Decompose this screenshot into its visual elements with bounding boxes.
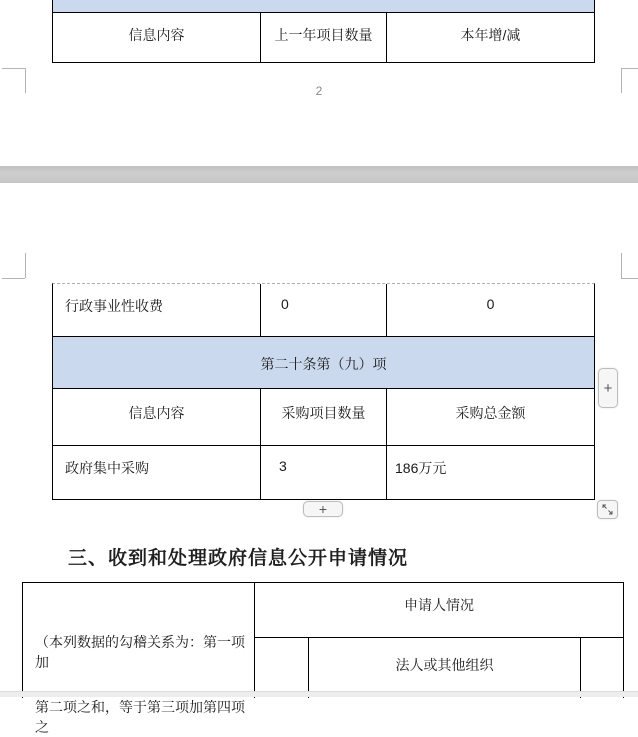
page3-margin-mark-top-right-v	[621, 253, 622, 278]
applicant-header-cell[interactable]: 申请人情况	[255, 583, 623, 638]
fee-prev-count-cell[interactable]: 0	[261, 284, 387, 336]
page3-margin-mark-top-left-v	[25, 253, 26, 278]
page2-header-cell-change[interactable]: 本年增/减	[460, 27, 521, 43]
requests-right-section	[255, 583, 623, 698]
resize-diagonal-arrows-icon	[601, 503, 614, 516]
applicant-sub-cell-right[interactable]	[581, 638, 623, 698]
requests-note-line1: （本列数据的勾稽关系为：第一项加	[35, 634, 245, 670]
procurement-table	[52, 283, 595, 500]
procurement-label-cell[interactable]: 政府集中采购	[53, 446, 261, 499]
page2-margin-mark-bottom-right-h	[621, 68, 638, 69]
procurement-header-row	[53, 389, 594, 446]
fee-change-cell[interactable]: 0	[486, 296, 495, 312]
page3-margin-mark-top-right-h	[621, 278, 638, 279]
requests-note-line2: 第二项之和，等于第三项加第四项之	[35, 699, 245, 735]
applicant-sub-cell-left[interactable]	[255, 638, 309, 698]
procurement-count-cell[interactable]: 3	[261, 446, 387, 499]
add-column-button[interactable]: +	[598, 368, 618, 408]
page2-margin-mark-bottom-left-h	[2, 68, 25, 69]
section-heading[interactable]: 三、收到和处理政府信息公开申请情况	[68, 548, 409, 569]
procurement-header-info[interactable]: 信息内容	[53, 389, 261, 445]
procurement-data-row	[53, 446, 594, 500]
page-number: 2	[315, 84, 323, 98]
procurement-amount-cell[interactable]: 186万元	[395, 460, 447, 476]
procurement-header-amount[interactable]: 采购总金额	[455, 405, 526, 421]
page2-section-header-row[interactable]	[53, 0, 594, 13]
requests-note-cell[interactable]	[23, 583, 255, 735]
table-resize-handle[interactable]	[597, 500, 618, 519]
applicant-subrow	[255, 638, 623, 698]
page2-table-fragment	[52, 0, 595, 63]
page-separator[interactable]	[0, 166, 638, 183]
org-header-cell[interactable]: 法人或其他组织	[309, 638, 581, 698]
page2-header-cell-info[interactable]: 信息内容	[53, 13, 261, 62]
procurement-header-count[interactable]: 采购项目数量	[261, 389, 387, 445]
fee-row	[53, 284, 594, 337]
page2-header-cell-prev-count[interactable]: 上一年项目数量	[261, 13, 387, 62]
page3-margin-mark-top-left-h	[2, 278, 25, 279]
requests-table	[22, 582, 624, 735]
add-row-button[interactable]: +	[303, 501, 343, 517]
section-header-row[interactable]: 第二十条第（九）项	[53, 337, 594, 389]
bottom-edge-strip	[0, 691, 638, 697]
page2-header-row	[53, 13, 594, 63]
fee-label-cell[interactable]: 行政事业性收费	[53, 284, 261, 336]
